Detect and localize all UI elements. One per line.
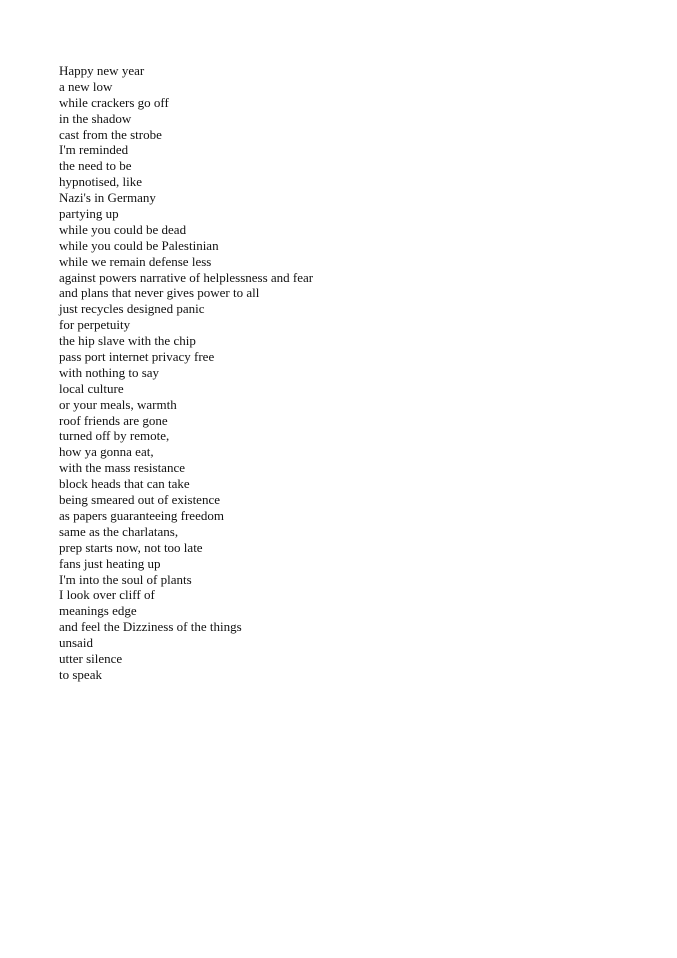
poem-text: [59, 63, 313, 683]
poem-line: prep starts now, not too late: [59, 539, 203, 555]
poem-line: and feel the Dizziness of the things: [59, 619, 242, 635]
poem-line: with the mass resistance: [59, 460, 185, 476]
poem-line: just recycles designed panic: [59, 301, 205, 317]
poem-line: while we remain defense less: [59, 253, 212, 269]
poem-line: I'm reminded: [59, 142, 129, 158]
poem-line: being smeared out of existence: [59, 492, 220, 508]
poem-line: while you could be dead: [59, 221, 187, 237]
poem-line: and plans that never gives power to all: [59, 285, 260, 301]
poem-line: meanings edge: [59, 603, 137, 619]
poem-line: fans just heating up: [59, 555, 161, 571]
poem-line: or your meals, warmth: [59, 396, 177, 412]
poem-line: against powers narrative of helplessness and fear: [59, 269, 314, 285]
poem-line: utter silence: [59, 650, 123, 666]
poem-line: the hip slave with the chip: [59, 333, 196, 349]
poem-line: cast from the strobe: [59, 126, 162, 142]
poem-line: I'm into the soul of plants: [59, 571, 192, 587]
poem-line: Happy new year: [59, 63, 145, 78]
poem-line: turned off by remote,: [59, 428, 170, 444]
poem-line: hypnotised, like: [59, 174, 143, 190]
poem-line: to speak: [59, 666, 102, 682]
poem-line: while you could be Palestinian: [59, 237, 219, 253]
poem-line: with nothing to say: [59, 364, 160, 380]
poem-line: the need to be: [59, 158, 132, 174]
poem-line: partying up: [59, 206, 119, 222]
poem-line: how ya gonna eat,: [59, 444, 154, 460]
poem-line: unsaid: [59, 635, 93, 651]
poem-line: in the shadow: [59, 110, 132, 126]
poem-line: Nazi's in Germany: [59, 190, 156, 206]
poem-line: roof friends are gone: [59, 412, 168, 428]
poem-line: I look over cliff of: [59, 587, 155, 603]
poem-line: pass port internet privacy free: [59, 349, 215, 365]
poem-line: while crackers go off: [59, 94, 169, 110]
poem-line: local culture: [59, 380, 124, 396]
poem-line: for perpetuity: [59, 317, 131, 333]
poem-line: same as the charlatans,: [59, 523, 179, 539]
poem-line: block heads that can take: [59, 476, 190, 492]
poem-line: as papers guaranteeing freedom: [59, 507, 224, 523]
poem-line: a new low: [59, 78, 113, 94]
